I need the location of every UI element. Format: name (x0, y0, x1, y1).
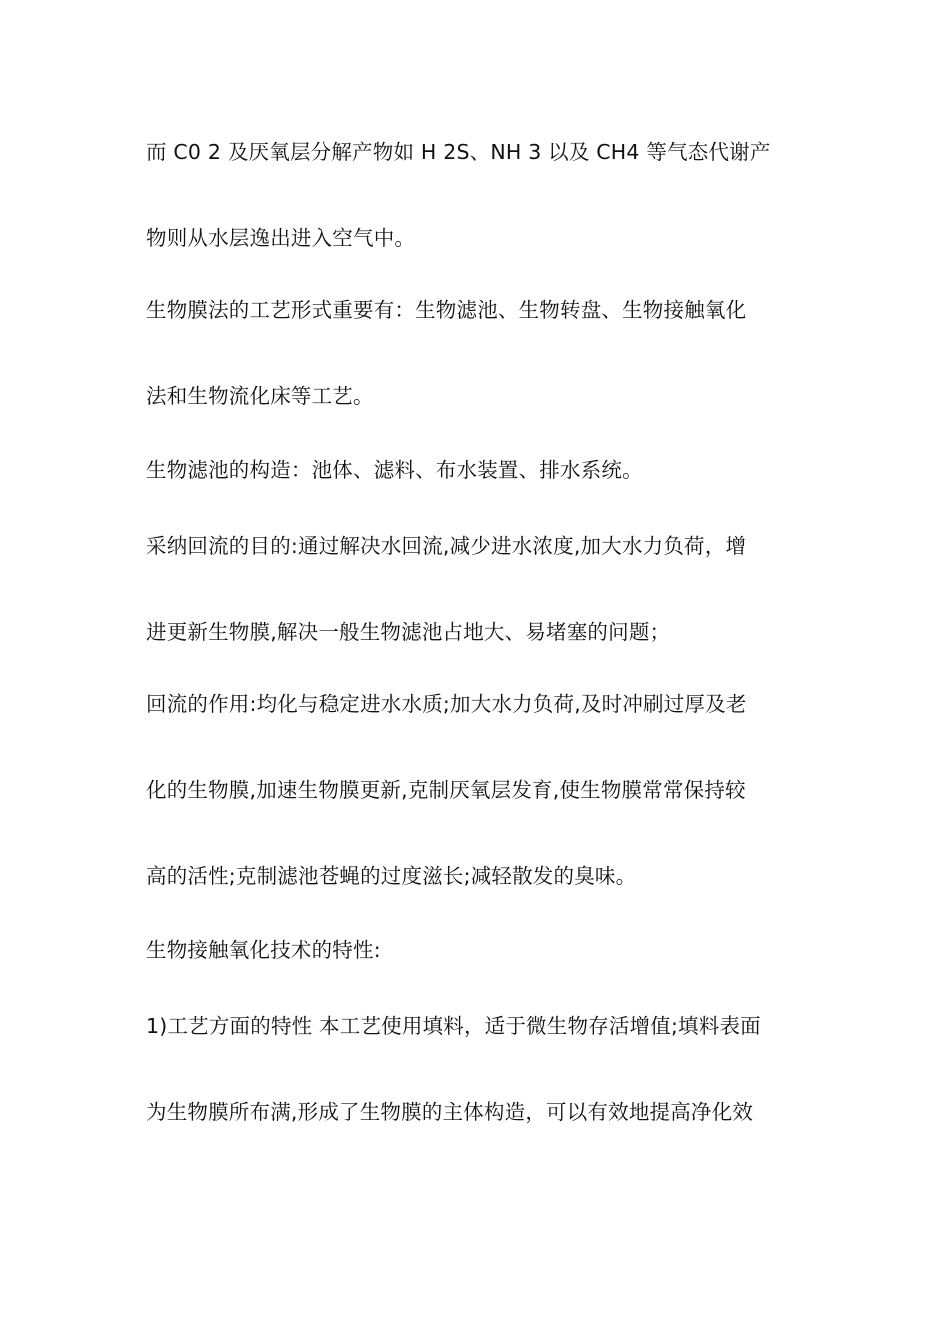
text-line: 进更新生物膜,解决一般生物滤池占地大、易堵塞的问题； (146, 620, 671, 644)
text-line: 1)工艺方面的特性 本工艺使用填料，适于微生物存活增值;填料表面 (146, 1014, 761, 1038)
text-line: 高的活性;克制滤池苍蝇的过度滋长;减轻散发的臭味。 (146, 864, 637, 888)
text-line: 法和生物流化床等工艺。 (146, 384, 374, 408)
text-line: 采纳回流的目的:通过解决水回流,减少进水浓度,加大水力负荷，增 (146, 534, 747, 558)
text-line: 回流的作用:均化与稳定进水水质;加大水力负荷,及时冲刷过厚及老 (146, 692, 747, 716)
text-line: 为生物膜所布满,形成了生物膜的主体构造，可以有效地提高净化效 (146, 1100, 754, 1124)
text-line: 物则从水层逸出进入空气中。 (146, 226, 416, 250)
text-line: 生物滤池的构造：池体、滤料、布水装置、排水系统。 (146, 458, 643, 482)
text-line: 而 C0 2 及厌氧层分解产物如 H 2S、NH 3 以及 CH4 等气态代谢产 (146, 140, 771, 164)
text-line: 化的生物膜,加速生物膜更新,克制厌氧层发育,使生物膜常常保持较 (146, 778, 746, 802)
section-heading: 生物接触氧化技术的特性: (146, 938, 381, 962)
text-line: 生物膜法的工艺形式重要有：生物滤池、生物转盘、生物接触氧化 (146, 298, 747, 322)
